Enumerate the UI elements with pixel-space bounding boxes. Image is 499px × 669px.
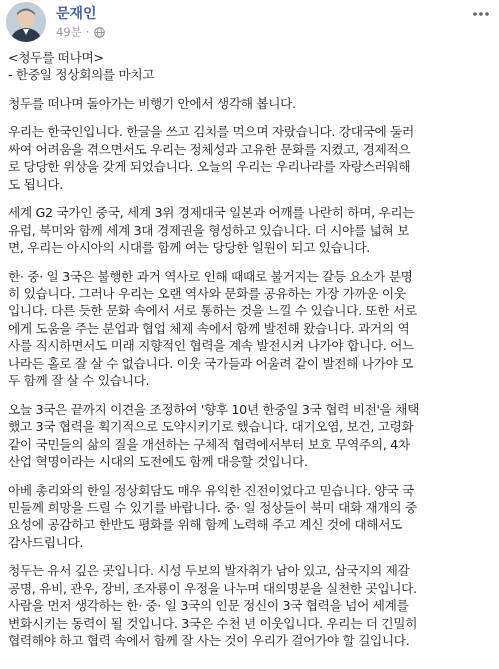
post-timestamp[interactable]: 49분 — [56, 25, 82, 39]
globe-icon[interactable] — [94, 27, 105, 38]
paragraph-line: 도 됩니다. — [8, 176, 63, 192]
paragraph-line: 사를 직시하면서도 미래 지향적인 협력을 계속 발전시켜 나가야 합니다. 어느 — [8, 338, 414, 354]
paragraph-line: 감사드립니다. — [8, 534, 84, 550]
post-meta — [56, 24, 105, 40]
paragraph-line: 두 함께 잘 살 수 있습니다. — [8, 373, 150, 389]
post-paragraph — [8, 204, 494, 256]
paragraph-line: 나라든 홀로 잘 살 수 없습니다. 이웃 국가들과 어울려 같이 발전해 나가야 모 — [8, 355, 414, 371]
paragraph-line: 우리는 한국인입니다. 한글을 쓰고 김치를 먹으며 자랐습니다. 강대국에 둘러 — [8, 124, 414, 140]
paragraph-line: 협력해야 하고 협력 속에서 함께 잘 사는 것이 우리가 걸어가야 할 길입니다. — [8, 633, 410, 649]
paragraph-line: 사람을 먼저 생각하는 한· 중· 일 3국의 인문 정신이 3국 협력을 넘어 세계를 — [8, 598, 409, 614]
paragraph-line: 민들께 희망을 드릴 수 있기를 바랍니다. 중· 일 정상들이 북미 대화 재개의 중 — [8, 499, 417, 515]
more-options-icon[interactable] — [471, 6, 491, 22]
paragraph-line: 싸여 어려움을 겪으면서도 우리는 정체성과 고유한 문화를 지켰고, 경제적으 — [8, 141, 411, 157]
paragraph-line: 오늘 3국은 끝까지 이견을 조정하여 '향후 10년 한중일 3국 협력 비전'을 채택 — [8, 401, 420, 417]
post-paragraph — [8, 95, 494, 112]
paragraph-line: 산업 혁명이라는 시대의 도전에도 함께 대응할 것입니다. — [8, 454, 308, 470]
paragraph-line: 입니다. 다른 듯한 문화 속에서 서로 통하는 것을 느낄 수 있습니다. 또한 서로 — [8, 303, 417, 319]
post-heading — [8, 49, 494, 84]
paragraph-line: 같이 국민들의 삶의 질을 개선하는 구체적 협력에서부터 보호 무역주의, 4차 — [8, 436, 410, 452]
post-body — [8, 49, 494, 650]
avatar-photo — [6, 2, 46, 42]
paragraph-line: 공명, 유비, 관우, 장비, 조자룡이 우정을 나누며 대의명분을 실천한 곳입니다. — [8, 580, 417, 596]
paragraph-line: 요성에 공감하고 한반도 평화를 위해 함께 노력해 주고 계신 것에 대해서도 — [8, 517, 403, 533]
paragraph-line: 청두는 유서 깊은 곳입니다. 시성 두보의 발자취가 남아 있고, 삼국지의 제갈 — [8, 563, 410, 579]
paragraph-line: 에게 도움을 주는 분업과 협업 체제 속에서 함께 발전해 왔습니다. 과거의 역 — [8, 320, 410, 336]
paragraph-line: 로 당당한 위상을 갖게 되었습니다. 오늘의 우리는 우리나라를 자랑스러워해 — [8, 159, 411, 175]
post-paragraph — [8, 401, 494, 471]
paragraph-line: 한· 중· 일 3국은 불행한 과거 역사로 인해 때때로 불거지는 갈등 요소가 분명 — [8, 268, 413, 284]
post-header — [0, 0, 499, 44]
paragraph-line: 청두를 떠나며 돌아가는 비행기 안에서 생각해 봅니다. — [8, 95, 296, 111]
paragraph-line: 했고 3국 협력을 획기적으로 도약시키기로 했습니다. 대기오염, 보건, 고령화 — [8, 419, 414, 435]
paragraph-line: 면, 우리는 아시아의 시대를 함께 여는 당당한 일원이 되고 있습니다. — [8, 240, 370, 256]
author-name[interactable]: 문재인 — [56, 6, 97, 22]
post-paragraph — [8, 123, 494, 193]
post-paragraph — [8, 268, 494, 390]
author-avatar[interactable] — [6, 2, 46, 42]
paragraph-line: 히 있습니다. 그러나 우리는 오랜 역사와 문화를 공유하는 가장 가까운 이웃 — [8, 285, 406, 301]
meta-separator: · — [85, 25, 90, 39]
paragraph-line: 아베 총리와의 한일 정상회담도 매우 유익한 진전이었다고 믿습니다. 양국 국 — [8, 482, 414, 498]
paragraph-line: 세계 G2 국가인 중국, 세계 3위 경제대국 일본과 어깨를 나란히 하며, 우리는 — [8, 205, 415, 221]
post-paragraph — [8, 482, 494, 552]
paragraph-line: 유럽, 북미와 함께 세계 3대 경제권을 형성하고 있습니다. 더 시야를 넓혀 보 — [8, 222, 409, 238]
post-paragraph — [8, 562, 494, 649]
heading-line: - 한중일 정상회의를 마치고 — [8, 67, 155, 83]
heading-line: <청두를 떠나며> — [8, 50, 104, 65]
paragraph-line: 변화시키는 동력이 될 것입니다. 3국은 수천 년 이웃입니다. 우리는 더 긴밀히 — [8, 615, 418, 631]
